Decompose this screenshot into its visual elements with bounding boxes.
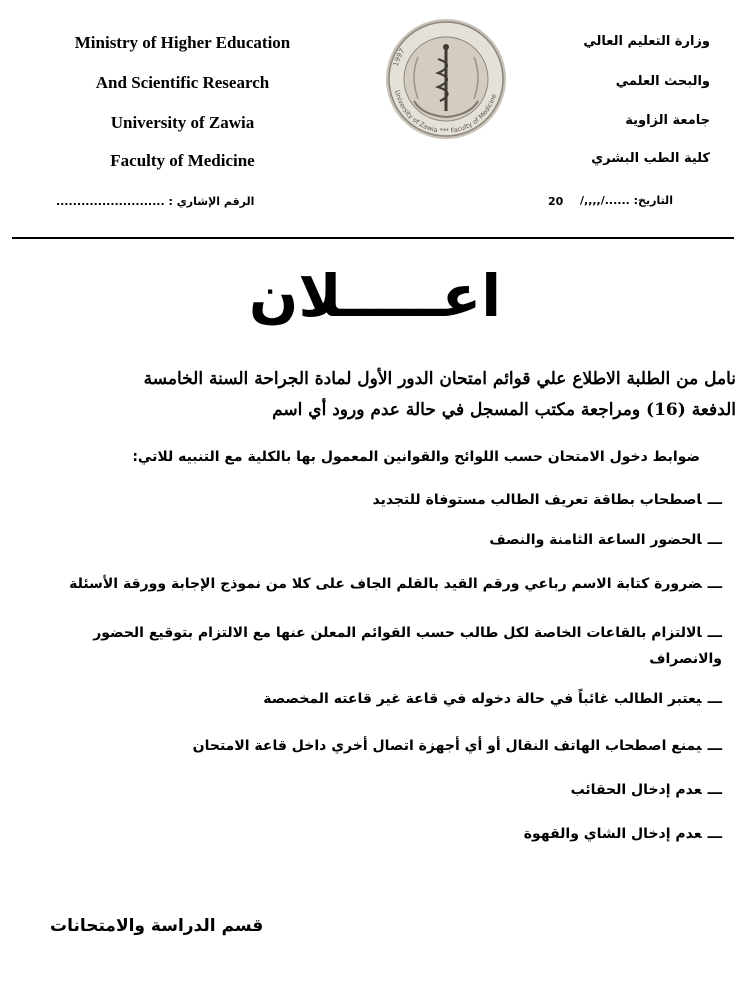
rule-item: ـــعدم إدخال الحقائب [570, 782, 722, 798]
rule-item: ـــاصطحاب بطاقة تعريف الطالب مستوفاة للتجديد [372, 492, 722, 508]
rule-item: ـــالالتزام بالقاعات الخاصة لكل طالب حسب القوائم المعلن عنها مع الالتزام بتوقيع الحضور والانصراف [93, 625, 722, 667]
rule-item: ـــيمنع اصطحاب الهاتف النقال أو أي أجهزة اتصال أخري داخل قاعة الامتحان [192, 738, 722, 754]
header-arabic-research: والبحث العلمي [615, 74, 710, 89]
rule-item: ـــالحضور الساعة الثامنة والنصف [489, 532, 722, 548]
header-divider [12, 237, 734, 239]
rule-item: ـــضرورة كتابة الاسم رباعي ورقم القيد بالقلم الجاف على كلا من نموذج الإجابة وورقة الأسئلة [69, 576, 722, 592]
rule-item: ـــيعتبر الطالب غائباً في حالة دخوله في قاعة غير قاعته المخصصة [263, 691, 722, 707]
rules-heading: ضوابط دخول الامتحان حسب اللوائح والقوانين المعمول بها بالكلية مع التنبيه للاتي: [132, 449, 700, 465]
rule-item: ـــعدم إدخال الشاي والقهوة [523, 826, 722, 842]
intro-line-2: الدفعة (16) ومراجعة مكتب المسجل في حالة عدم ورود أي اسم [272, 400, 736, 420]
svg-text:University of Zawia *** Facult: University of Zawia *** Faculty of Medicine [392, 89, 499, 136]
header-arabic-university: جامعة الزاوية [625, 113, 710, 128]
university-seal-logo [374, 17, 519, 142]
header-english-ministry: Ministry of Higher Education [74, 33, 291, 52]
announcement-intro [12, 364, 736, 426]
issuing-department: قسم الدراسة والامتحانات [50, 916, 264, 936]
date-year: 20 [548, 195, 564, 208]
date-label: التاريخ: ....../,,,,/ [580, 194, 673, 207]
svg-text:1997: 1997 [391, 47, 407, 68]
header-english-university: University of Zawia [110, 113, 255, 132]
header-arabic-faculty: كلية الطب البشري [591, 151, 710, 166]
header-english-faculty: Faculty of Medicine [110, 151, 255, 170]
reference-number-label: الرقم الإشاري : .......................... [56, 195, 255, 208]
announcement-title: اعـــــلان [248, 262, 502, 330]
intro-line-1: نامل من الطلبة الاطلاع علي قوائم امتحان الدور الأول لمادة الجراحة السنة الخامسة [143, 369, 736, 389]
header-english-research: And Scientific Research [95, 73, 270, 92]
header-arabic-ministry: وزارة التعليم العالي [583, 34, 710, 49]
